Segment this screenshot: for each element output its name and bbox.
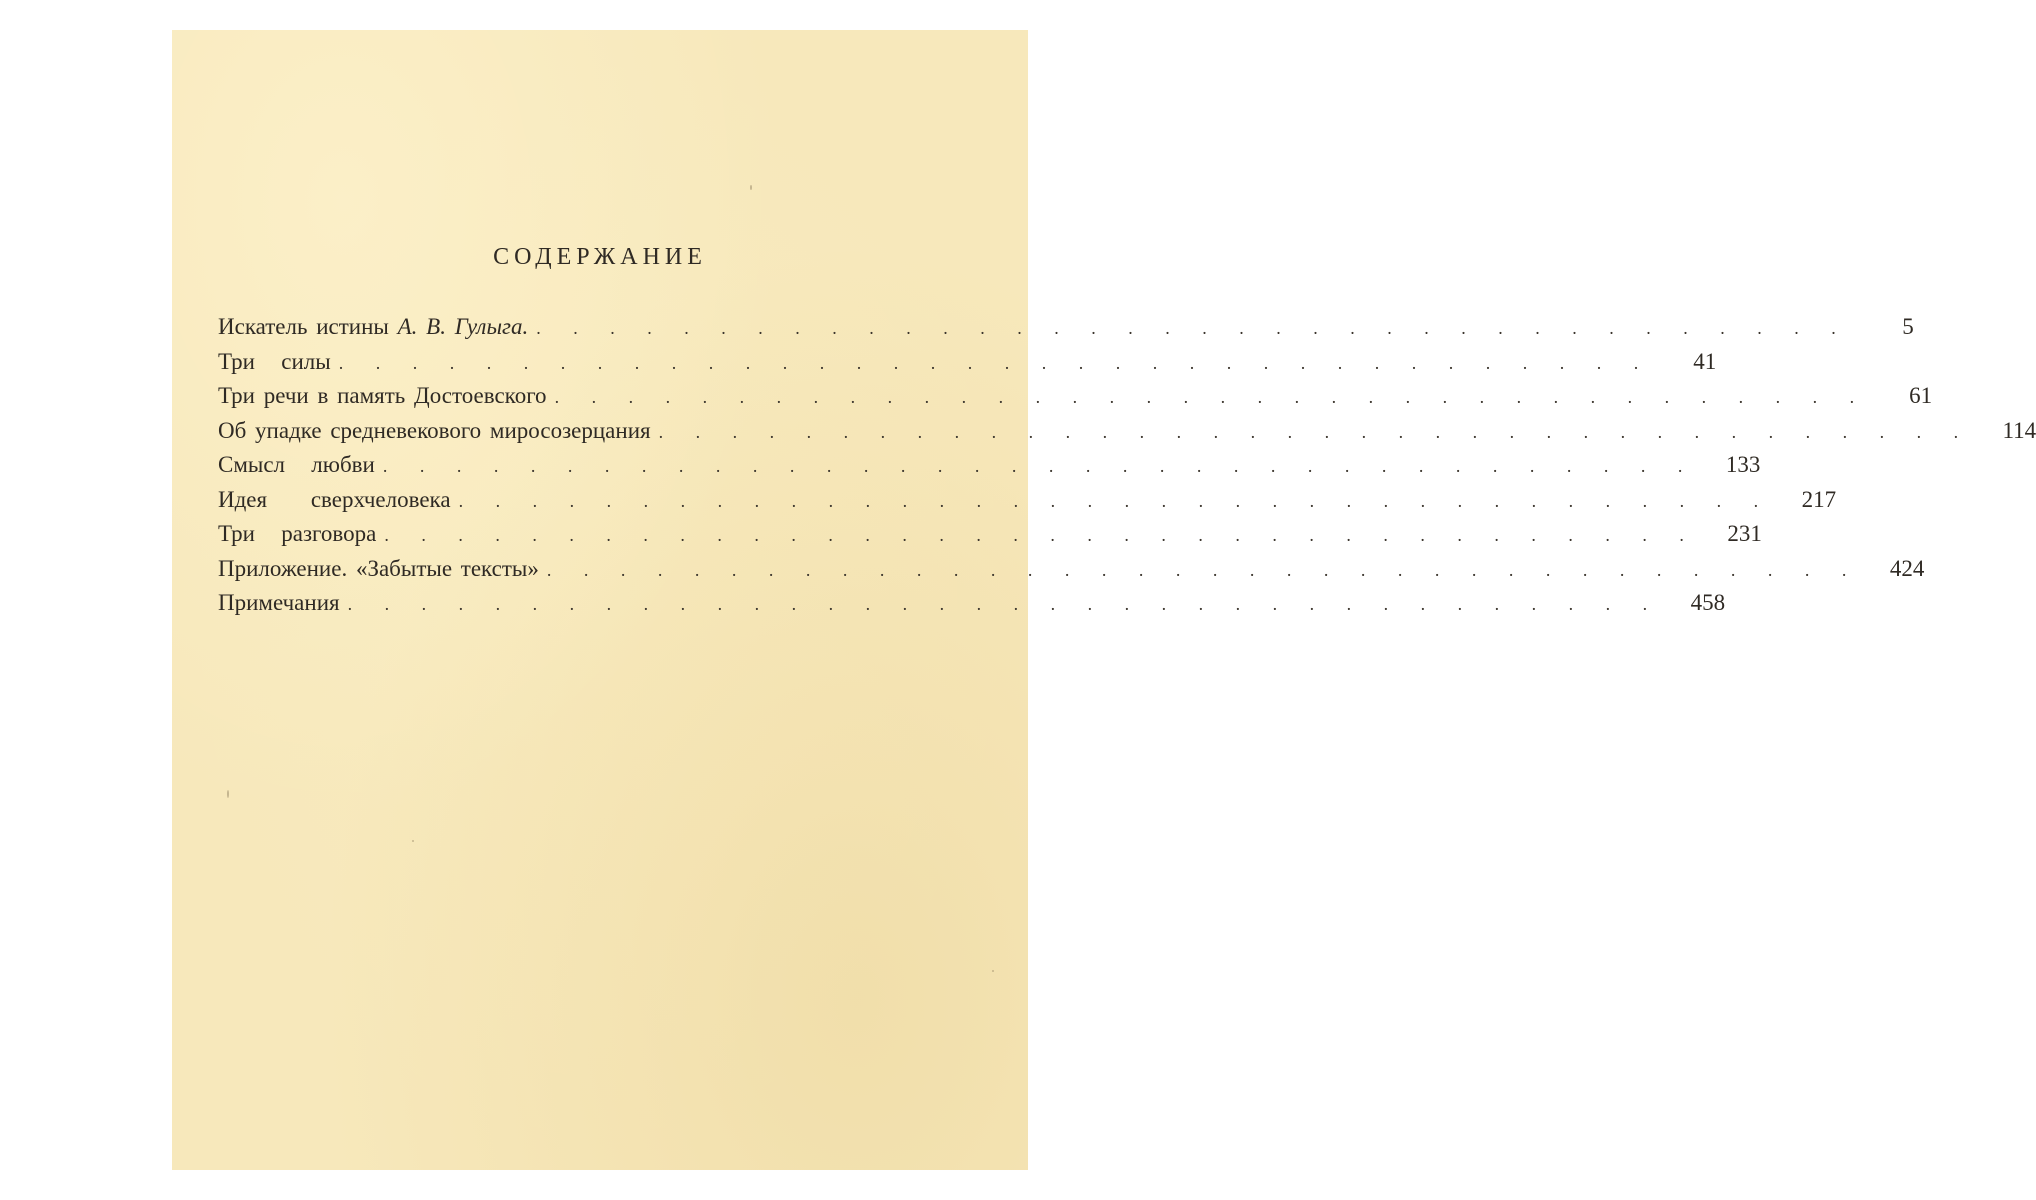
toc-entry-title: Три речи в память Достоевского bbox=[218, 383, 547, 408]
toc-entry-title: Искатель истины А. В. Гулыга. bbox=[218, 314, 529, 339]
toc-entry bbox=[218, 379, 1933, 414]
toc-leader-dots: . . . . . . . . . . . . . . . . . . . . . . . . . . . . . . . . . . . . bbox=[384, 525, 1698, 545]
toc-page-number: 231 bbox=[1727, 521, 1762, 546]
toc-entry-title: Об упадке средневекового миросозерцания bbox=[218, 417, 651, 443]
book-page bbox=[172, 30, 2036, 1170]
paper-speck bbox=[227, 790, 229, 798]
contents-heading: СОДЕРЖАНИЕ bbox=[493, 244, 707, 270]
toc-entry bbox=[218, 483, 1837, 518]
toc-page-number: 217 bbox=[1801, 486, 1837, 512]
toc-page-number: 61 bbox=[1909, 383, 1933, 408]
paper-speck bbox=[412, 840, 414, 842]
toc-page-number: 41 bbox=[1693, 348, 1717, 374]
paper-speck bbox=[750, 185, 752, 190]
toc-leader-dots: . . . . . . . . . . . . . . . . . . . . . . . . . . . . . . . . . . . . bbox=[338, 352, 1653, 373]
toc-leader-dots: . . . . . . . . . . . . . . . . . . . . . . . . . . . . . . . . . . . . bbox=[536, 318, 1850, 338]
toc-entry-title: Три разговора bbox=[218, 521, 377, 546]
toc-leader-dots: . . . . . . . . . . . . . . . . . . . . . . . . . . . . . . . . . . . . bbox=[658, 421, 1973, 442]
toc-entry-author: А. В. Гулыга. bbox=[397, 314, 529, 339]
toc-entry-title: Примечания bbox=[218, 590, 340, 615]
toc-entry bbox=[218, 345, 1717, 380]
toc-leader-dots: . . . . . . . . . . . . . . . . . . . . . . . . . . . . . . . . . . . . bbox=[347, 594, 1662, 614]
toc-entry bbox=[218, 414, 2036, 449]
paper-speck bbox=[992, 970, 994, 972]
toc-page-number: 133 bbox=[1725, 452, 1761, 477]
toc-entry bbox=[218, 586, 1726, 621]
toc-entry bbox=[218, 517, 1762, 552]
toc-leader-dots: . . . . . . . . . . . . . . . . . . . . . . . . . . . . . . . . . . . . bbox=[382, 456, 1697, 476]
toc-entry-title: Идея сверхчеловека bbox=[218, 486, 451, 512]
toc-entry-title: Приложение. «Забытые тексты» bbox=[218, 555, 539, 581]
toc-entry-title: Смысл любви bbox=[218, 452, 375, 477]
table-of-contents bbox=[218, 310, 2036, 621]
toc-page-number: 114 bbox=[2002, 417, 2036, 443]
toc-leader-dots: . . . . . . . . . . . . . . . . . . . . . . . . . . . . . . . . . . . . bbox=[458, 490, 1773, 511]
toc-page-number: 424 bbox=[1889, 555, 1925, 581]
toc-entry bbox=[218, 310, 1914, 345]
toc-entry bbox=[218, 448, 1761, 483]
toc-page-number: 5 bbox=[1902, 314, 1914, 339]
toc-page-number: 458 bbox=[1690, 590, 1726, 615]
toc-entry-title: Три силы bbox=[218, 348, 331, 374]
toc-entry bbox=[218, 552, 1925, 587]
toc-leader-dots: . . . . . . . . . . . . . . . . . . . . . . . . . . . . . . . . . . . . bbox=[546, 559, 1861, 580]
toc-leader-dots: . . . . . . . . . . . . . . . . . . . . . . . . . . . . . . . . . . . . bbox=[554, 387, 1869, 407]
